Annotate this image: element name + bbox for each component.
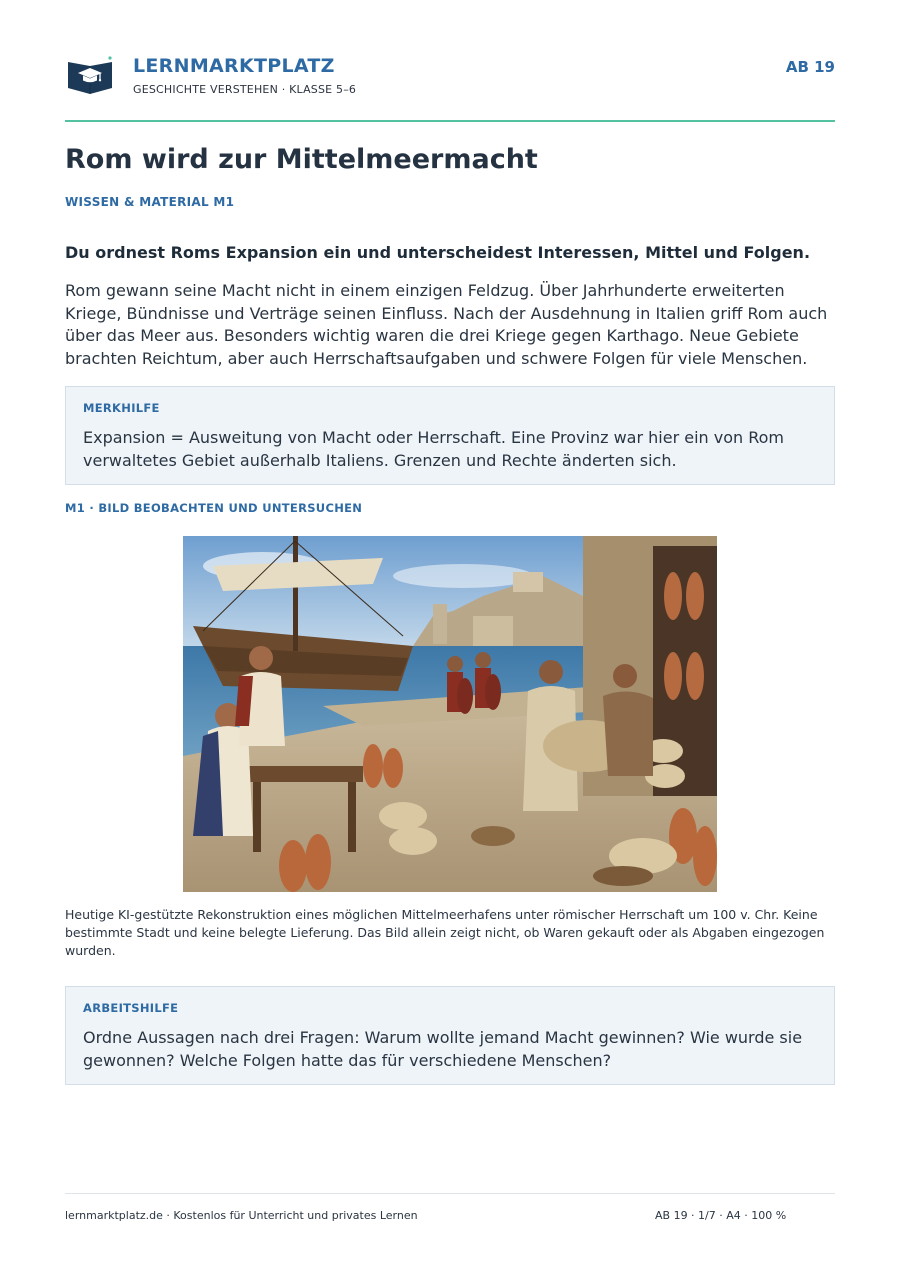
worksheet-page <box>65 0 835 1273</box>
arbeitshilfe-text: Ordne Aussagen nach drei Fragen: Warum wollte jemand Macht gewinnen? Wie wurde sie gewonnen? Welche Folgen hatte das für verschiedene Menschen? <box>83 1028 803 1070</box>
arbeitshilfe-label: ARBEITSHILFE <box>83 1001 179 1015</box>
header-divider <box>65 120 835 122</box>
page-title: Rom wird zur Mittelmeermacht <box>65 144 538 175</box>
section-kicker: WISSEN & MATERIAL M1 <box>65 195 235 209</box>
brand-name: LERNMARKTPLATZ <box>133 55 335 77</box>
intro-text: Rom gewann seine Macht nicht in einem einzigen Feldzug. Über Jahrhunderte erweiterten Kriege, Bündnisse und Verträge seinen Einfluss. Nach der Ausdehnung in Italien griff Rom auch über das Meer aus. Besonders wichtig waren die drei Kriege gegen Karthago. Neue Gebiete brachten Reichtum, aber auch Herrschaftsaufgaben und schwere Folgen für viele Menschen. <box>65 281 828 368</box>
sheet-id: AB 19 <box>785 58 835 76</box>
learning-goal: Du ordnest Roms Expansion ein und unterscheidest Interessen, Mittel und Folgen. <box>65 243 811 262</box>
m1-label: M1 · BILD BEOBACHTEN UND UNTERSUCHEN <box>65 501 363 515</box>
harbor-illustration <box>183 536 717 892</box>
brand-subtitle: GESCHICHTE VERSTEHEN · KLASSE 5–6 <box>133 83 357 96</box>
footer-page-info: AB 19 · 1/7 · A4 · 100 % <box>655 1209 787 1222</box>
image-caption: Heutige KI-gestützte Rekonstruktion eines möglichen Mittelmeerhafens unter römischer Herrschaft um 100 v. Chr. Keine bestimmte Stadt und keine belegte Lieferung. Das Bild allein zeigt nicht, ob Waren gekauft oder als Abgaben eingezogen wurden. <box>65 907 825 958</box>
merkhilfe-label: MERKHILFE <box>83 401 160 415</box>
page-header <box>65 50 835 120</box>
graduation-cap-book-icon <box>65 54 115 94</box>
arbeitshilfe-box <box>65 986 835 1085</box>
footer-site-info: lernmarktplatz.de · Kostenlos für Unterricht und privates Lernen <box>65 1209 418 1222</box>
merkhilfe-box <box>65 386 835 485</box>
footer-divider <box>65 1193 835 1194</box>
merkhilfe-text: Expansion = Ausweitung von Macht oder Herrschaft. Eine Provinz war hier ein von Rom verwaltetes Gebiet außerhalb Italiens. Grenzen und Rechte änderten sich. <box>83 428 784 470</box>
